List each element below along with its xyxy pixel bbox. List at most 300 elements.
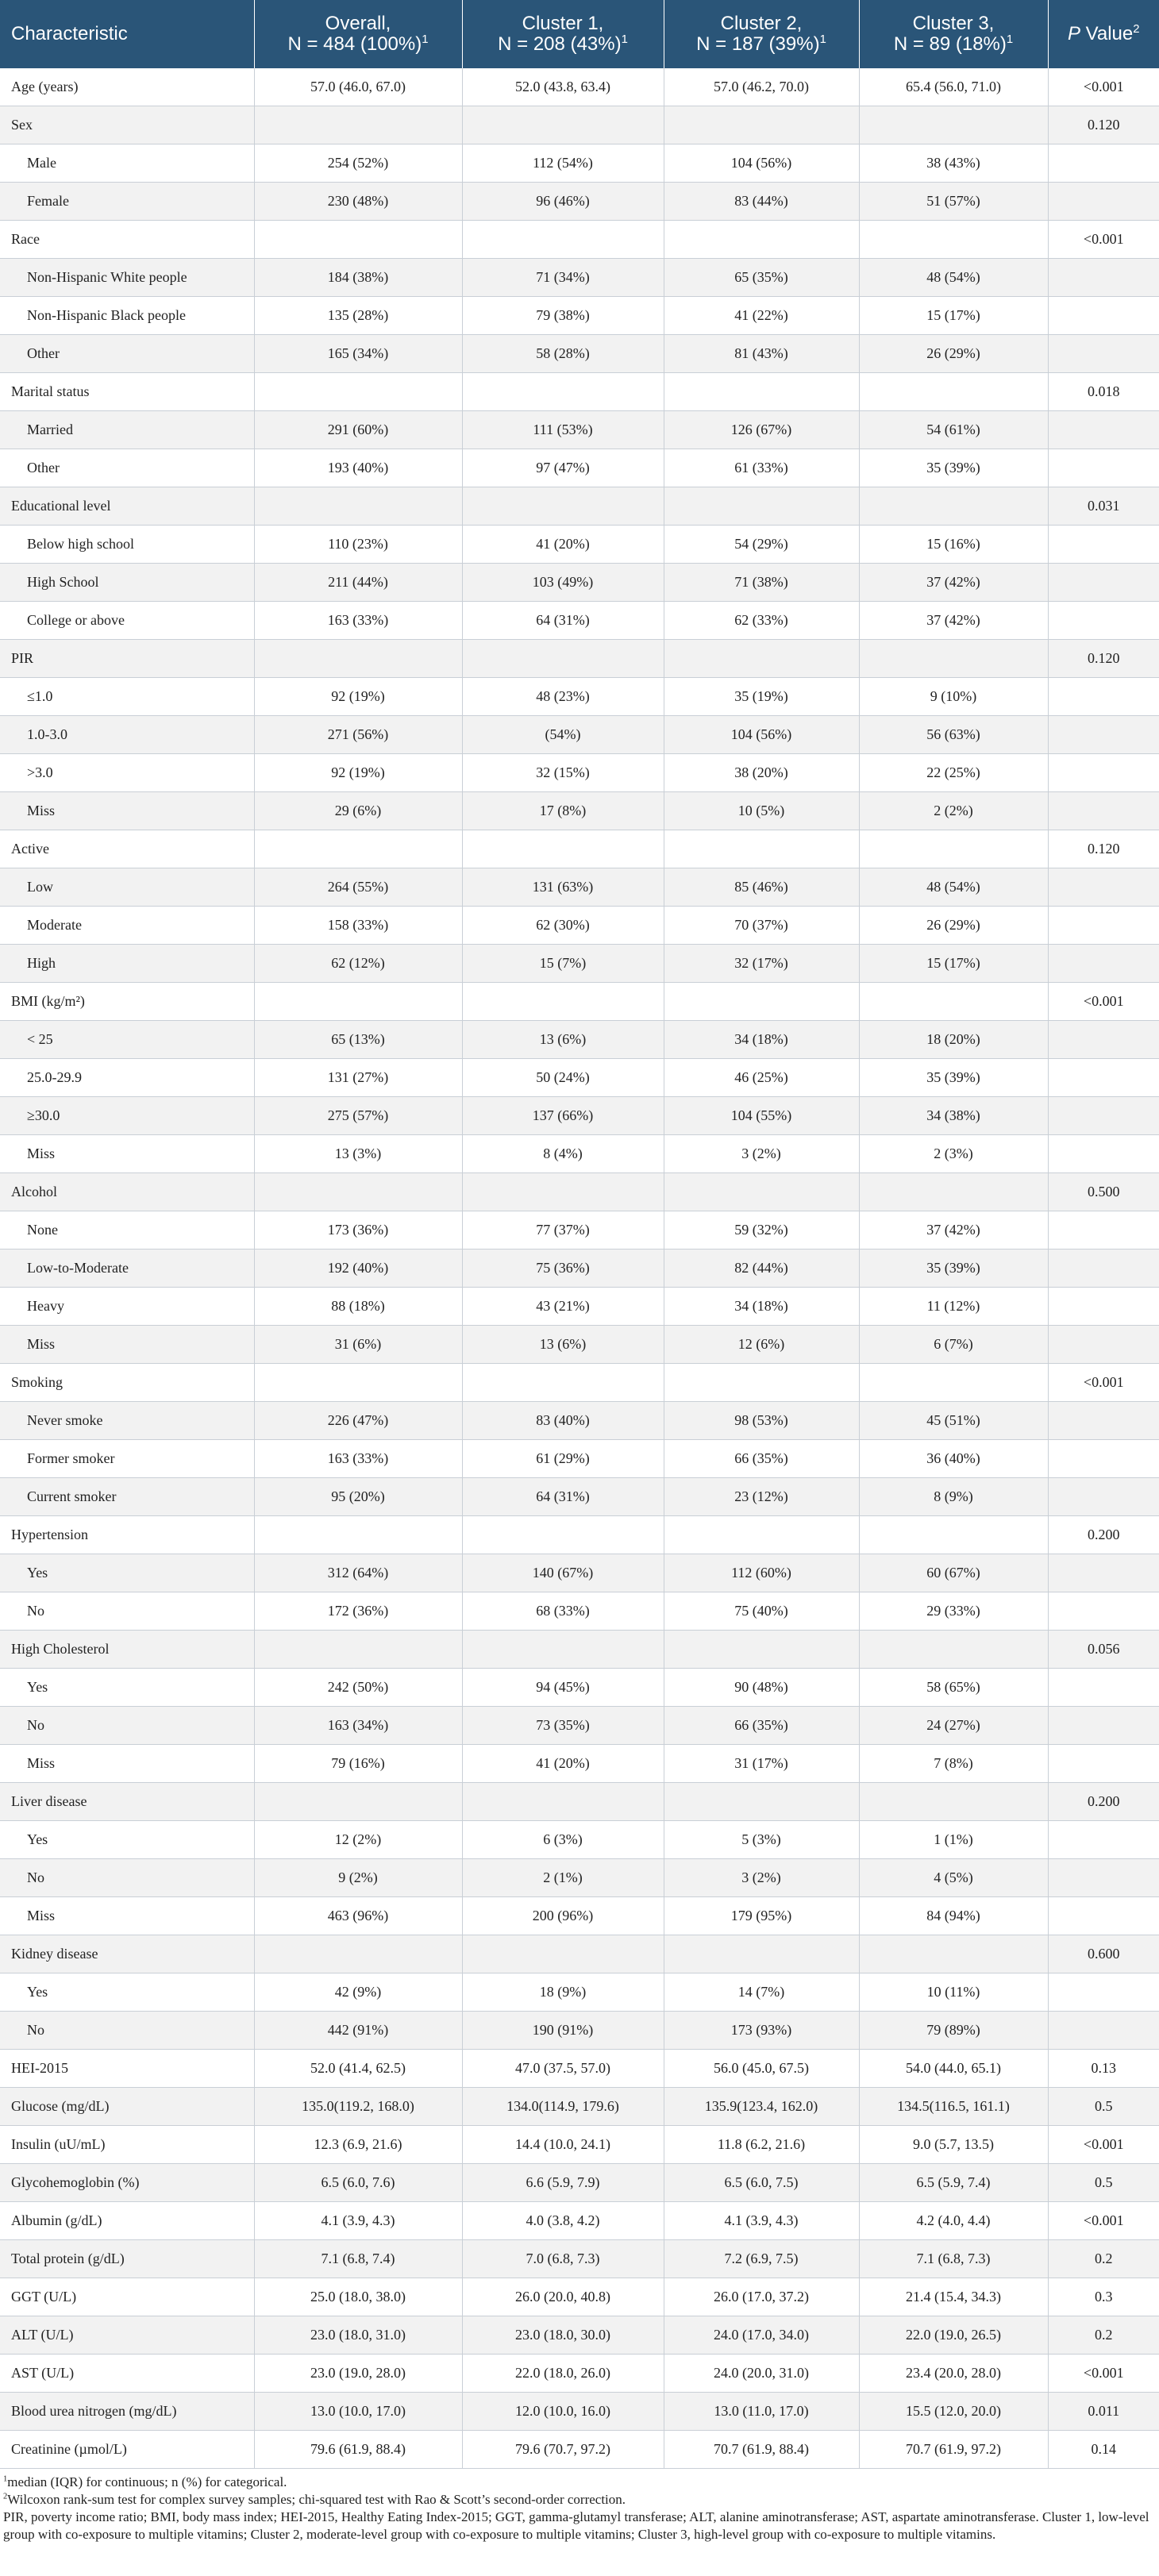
cell-cluster-3 bbox=[859, 830, 1048, 868]
table-row bbox=[0, 1745, 1159, 1783]
table-row bbox=[0, 640, 1159, 678]
cell-cluster-3: 26 (29%) bbox=[859, 335, 1048, 373]
cell-overall: 163 (34%) bbox=[254, 1707, 462, 1745]
cell-overall: 7.1 (6.8, 7.4) bbox=[254, 2240, 462, 2278]
cell-cluster-3 bbox=[859, 983, 1048, 1021]
cell-characteristic: College or above bbox=[0, 602, 254, 640]
cell-cluster-1: 12.0 (10.0, 16.0) bbox=[462, 2393, 664, 2431]
cell-cluster-3: 23.4 (20.0, 28.0) bbox=[859, 2355, 1048, 2393]
header-overall: Overall, N = 484 $(100\%)^1$ bbox=[254, 0, 462, 68]
table-row bbox=[0, 1783, 1159, 1821]
cell-characteristic: ≥30.0 bbox=[0, 1097, 254, 1135]
cell-cluster-2: 14 (7%) bbox=[664, 1973, 859, 2012]
cell-overall: 135.0(119.2, 168.0) bbox=[254, 2088, 462, 2126]
table-row bbox=[0, 792, 1159, 830]
table-row bbox=[0, 1440, 1159, 1478]
cell-cluster-2 bbox=[664, 1935, 859, 1973]
cell-characteristic: Sex bbox=[0, 106, 254, 144]
table-row bbox=[0, 1516, 1159, 1554]
cell-overall: 13 (3%) bbox=[254, 1135, 462, 1173]
table-header bbox=[0, 0, 1159, 68]
cell-overall: 110 (23%) bbox=[254, 526, 462, 564]
table-row bbox=[0, 68, 1159, 106]
table-row bbox=[0, 2355, 1159, 2393]
cell-cluster-2: 35 (19%) bbox=[664, 678, 859, 716]
cell-overall: 173 (36%) bbox=[254, 1211, 462, 1249]
cell-overall: 92 (19%) bbox=[254, 678, 462, 716]
cell-cluster-2 bbox=[664, 1173, 859, 1211]
cell-cluster-2: 46 (25%) bbox=[664, 1059, 859, 1097]
cell-p-value bbox=[1048, 144, 1159, 183]
table-row bbox=[0, 297, 1159, 335]
cell-cluster-3: 45 (51%) bbox=[859, 1402, 1048, 1440]
cell-cluster-1 bbox=[462, 221, 664, 259]
cell-characteristic: Low bbox=[0, 868, 254, 907]
cell-cluster-3: 24 (27%) bbox=[859, 1707, 1048, 1745]
table-row bbox=[0, 678, 1159, 716]
table-row bbox=[0, 2088, 1159, 2126]
cell-cluster-3: 7.1 (6.8, 7.3) bbox=[859, 2240, 1048, 2278]
cell-overall: 62 (12%) bbox=[254, 945, 462, 983]
cell-cluster-1: 47.0 (37.5, 57.0) bbox=[462, 2050, 664, 2088]
cell-characteristic: Insulin (uU/mL) bbox=[0, 2126, 254, 2164]
cell-cluster-2: 104 (55%) bbox=[664, 1097, 859, 1135]
cell-overall: 275 (57%) bbox=[254, 1097, 462, 1135]
header-cluster-2: Cluster 2, N = 187 $(39\%)^1$ bbox=[664, 0, 859, 68]
cell-p-value bbox=[1048, 1059, 1159, 1097]
cell-cluster-2 bbox=[664, 1364, 859, 1402]
cell-cluster-3: 54.0 (44.0, 65.1) bbox=[859, 2050, 1048, 2088]
cell-cluster-2: 90 (48%) bbox=[664, 1669, 859, 1707]
cell-overall: 264 (55%) bbox=[254, 868, 462, 907]
cell-characteristic: Smoking bbox=[0, 1364, 254, 1402]
cell-cluster-3: 6.5 (5.9, 7.4) bbox=[859, 2164, 1048, 2202]
cell-cluster-1: 79 (38%) bbox=[462, 297, 664, 335]
cell-cluster-2: 24.0 (20.0, 31.0) bbox=[664, 2355, 859, 2393]
cell-overall bbox=[254, 1631, 462, 1669]
cell-characteristic: No bbox=[0, 1859, 254, 1897]
cell-p-value bbox=[1048, 1707, 1159, 1745]
cell-p-value: 0.2 bbox=[1048, 2240, 1159, 2278]
cell-p-value bbox=[1048, 1288, 1159, 1326]
cell-cluster-1: 14.4 (10.0, 24.1) bbox=[462, 2126, 664, 2164]
cell-p-value: <0.001 bbox=[1048, 2355, 1159, 2393]
cell-overall: 172 (36%) bbox=[254, 1592, 462, 1631]
cell-cluster-2: 24.0 (17.0, 34.0) bbox=[664, 2316, 859, 2355]
cell-cluster-2: 10 (5%) bbox=[664, 792, 859, 830]
cell-characteristic: No bbox=[0, 2012, 254, 2050]
cell-cluster-1: 200 (96%) bbox=[462, 1897, 664, 1935]
cell-p-value bbox=[1048, 907, 1159, 945]
cell-overall bbox=[254, 1783, 462, 1821]
cell-cluster-1: 112 (54%) bbox=[462, 144, 664, 183]
cell-cluster-1: 58 (28%) bbox=[462, 335, 664, 373]
table-row bbox=[0, 373, 1159, 411]
abbreviations-note: PIR, poverty income ratio; BMI, body mass index; HEI-2015, Healthy Eating Index-2015; GGT, gamma-glutamyl transferase; ALT, alanine aminotransferase; AST, aspartate aminotransferase. Cluster 1, low-level group with co-exposure to multiple vitamins; Cluster 2, moderate-level group with co-exposure to multiple vitamins; Cluster 3, high-level group with co-exposure to multiple vitamins. bbox=[3, 2509, 1149, 2542]
cell-p-value bbox=[1048, 2012, 1159, 2050]
table-row bbox=[0, 1288, 1159, 1326]
cell-overall: 158 (33%) bbox=[254, 907, 462, 945]
table-row bbox=[0, 1973, 1159, 2012]
cell-p-value bbox=[1048, 1669, 1159, 1707]
cell-cluster-2: 98 (53%) bbox=[664, 1402, 859, 1440]
cell-cluster-2: 54 (29%) bbox=[664, 526, 859, 564]
cell-cluster-2: 23 (12%) bbox=[664, 1478, 859, 1516]
cell-overall bbox=[254, 640, 462, 678]
cell-overall: 9 (2%) bbox=[254, 1859, 462, 1897]
cell-cluster-2: 61 (33%) bbox=[664, 449, 859, 487]
cell-overall: 165 (34%) bbox=[254, 335, 462, 373]
cell-cluster-2: 70 (37%) bbox=[664, 907, 859, 945]
cell-cluster-2: 3 (2%) bbox=[664, 1859, 859, 1897]
cell-cluster-1: 134.0(114.9, 179.6) bbox=[462, 2088, 664, 2126]
header-cluster-1: Cluster 1, N = 208 $(43\%)^1$ bbox=[462, 0, 664, 68]
table-row bbox=[0, 259, 1159, 297]
cell-characteristic: Liver disease bbox=[0, 1783, 254, 1821]
cell-cluster-3 bbox=[859, 1783, 1048, 1821]
table-row bbox=[0, 1211, 1159, 1249]
cell-cluster-3: 84 (94%) bbox=[859, 1897, 1048, 1935]
cell-overall bbox=[254, 1364, 462, 1402]
cell-cluster-3: 26 (29%) bbox=[859, 907, 1048, 945]
cell-p-value bbox=[1048, 564, 1159, 602]
cell-cluster-2: 104 (56%) bbox=[664, 144, 859, 183]
cell-cluster-2: 85 (46%) bbox=[664, 868, 859, 907]
cell-cluster-1 bbox=[462, 640, 664, 678]
cell-cluster-3 bbox=[859, 106, 1048, 144]
table-row bbox=[0, 1249, 1159, 1288]
table-row bbox=[0, 1592, 1159, 1631]
cell-p-value bbox=[1048, 1326, 1159, 1364]
table-row bbox=[0, 1669, 1159, 1707]
cell-cluster-1: 43 (21%) bbox=[462, 1288, 664, 1326]
cell-p-value bbox=[1048, 754, 1159, 792]
table-row bbox=[0, 106, 1159, 144]
table-row bbox=[0, 2240, 1159, 2278]
cell-characteristic: GGT (U/L) bbox=[0, 2278, 254, 2316]
cell-p-value: 0.5 bbox=[1048, 2088, 1159, 2126]
cell-cluster-3: 60 (67%) bbox=[859, 1554, 1048, 1592]
cell-overall: 79.6 (61.9, 88.4) bbox=[254, 2431, 462, 2469]
cell-cluster-1 bbox=[462, 1783, 664, 1821]
cell-overall bbox=[254, 221, 462, 259]
cell-cluster-1: 2 (1%) bbox=[462, 1859, 664, 1897]
cell-p-value: 0.200 bbox=[1048, 1783, 1159, 1821]
cell-overall: 291 (60%) bbox=[254, 411, 462, 449]
table-row bbox=[0, 335, 1159, 373]
table-row bbox=[0, 1554, 1159, 1592]
cell-cluster-2: 173 (93%) bbox=[664, 2012, 859, 2050]
table-row bbox=[0, 526, 1159, 564]
cell-cluster-3: 35 (39%) bbox=[859, 1059, 1048, 1097]
cell-cluster-1: (54%) bbox=[462, 716, 664, 754]
cell-cluster-1: 15 (7%) bbox=[462, 945, 664, 983]
cell-characteristic: Female bbox=[0, 183, 254, 221]
cell-characteristic: ≤1.0 bbox=[0, 678, 254, 716]
table-row bbox=[0, 716, 1159, 754]
cell-cluster-1: 97 (47%) bbox=[462, 449, 664, 487]
cell-overall: 131 (27%) bbox=[254, 1059, 462, 1097]
cell-overall: 211 (44%) bbox=[254, 564, 462, 602]
cell-overall: 57.0 (46.0, 67.0) bbox=[254, 68, 462, 106]
cell-characteristic: Yes bbox=[0, 1554, 254, 1592]
cell-cluster-2: 65 (35%) bbox=[664, 259, 859, 297]
cell-cluster-1: 32 (15%) bbox=[462, 754, 664, 792]
cell-cluster-3: 22.0 (19.0, 26.5) bbox=[859, 2316, 1048, 2355]
cell-cluster-3: 22 (25%) bbox=[859, 754, 1048, 792]
cell-overall: 42 (9%) bbox=[254, 1973, 462, 2012]
cell-p-value bbox=[1048, 1440, 1159, 1478]
cell-overall: 12.3 (6.9, 21.6) bbox=[254, 2126, 462, 2164]
cell-characteristic: Other bbox=[0, 335, 254, 373]
cell-p-value bbox=[1048, 411, 1159, 449]
cell-cluster-1: 13 (6%) bbox=[462, 1021, 664, 1059]
cell-cluster-2: 59 (32%) bbox=[664, 1211, 859, 1249]
cell-characteristic: Non-Hispanic White people bbox=[0, 259, 254, 297]
cell-cluster-1 bbox=[462, 1173, 664, 1211]
cell-cluster-2: 82 (44%) bbox=[664, 1249, 859, 1288]
cell-cluster-2: 62 (33%) bbox=[664, 602, 859, 640]
cell-characteristic: Glycohemoglobin (%) bbox=[0, 2164, 254, 2202]
cell-cluster-2 bbox=[664, 1783, 859, 1821]
cell-overall bbox=[254, 983, 462, 1021]
cell-cluster-1: 111 (53%) bbox=[462, 411, 664, 449]
table-row bbox=[0, 1478, 1159, 1516]
cell-overall bbox=[254, 1516, 462, 1554]
cell-cluster-3: 9.0 (5.7, 13.5) bbox=[859, 2126, 1048, 2164]
table-row bbox=[0, 1859, 1159, 1897]
table-row bbox=[0, 1173, 1159, 1211]
cell-cluster-2: 34 (18%) bbox=[664, 1021, 859, 1059]
cell-cluster-2 bbox=[664, 830, 859, 868]
cell-cluster-1: 7.0 (6.8, 7.3) bbox=[462, 2240, 664, 2278]
cell-overall: 463 (96%) bbox=[254, 1897, 462, 1935]
cell-characteristic: AST (U/L) bbox=[0, 2355, 254, 2393]
cell-characteristic: Below high school bbox=[0, 526, 254, 564]
cell-cluster-1: 23.0 (18.0, 30.0) bbox=[462, 2316, 664, 2355]
cell-characteristic: Male bbox=[0, 144, 254, 183]
cell-overall: 13.0 (10.0, 17.0) bbox=[254, 2393, 462, 2431]
cell-p-value: <0.001 bbox=[1048, 983, 1159, 1021]
cell-characteristic: Never smoke bbox=[0, 1402, 254, 1440]
footnote-2: $^2$Wilcoxon rank-sum test for complex survey samples; chi-squared test with Rao & Scott’s second-order correction. bbox=[3, 2492, 626, 2507]
cell-cluster-2: 135.9(123.4, 162.0) bbox=[664, 2088, 859, 2126]
cell-cluster-1 bbox=[462, 1935, 664, 1973]
cell-cluster-2: 3 (2%) bbox=[664, 1135, 859, 1173]
cell-cluster-3: 36 (40%) bbox=[859, 1440, 1048, 1478]
cell-overall: 31 (6%) bbox=[254, 1326, 462, 1364]
table-row bbox=[0, 1821, 1159, 1859]
cell-overall: 230 (48%) bbox=[254, 183, 462, 221]
cell-cluster-3: 37 (42%) bbox=[859, 564, 1048, 602]
cell-cluster-2: 75 (40%) bbox=[664, 1592, 859, 1631]
cell-cluster-3: 34 (38%) bbox=[859, 1097, 1048, 1135]
cell-cluster-1 bbox=[462, 1631, 664, 1669]
cell-cluster-1: 8 (4%) bbox=[462, 1135, 664, 1173]
cell-characteristic: Kidney disease bbox=[0, 1935, 254, 1973]
cell-cluster-1: 64 (31%) bbox=[462, 602, 664, 640]
cell-cluster-2: 31 (17%) bbox=[664, 1745, 859, 1783]
cell-p-value bbox=[1048, 1821, 1159, 1859]
cell-cluster-2: 38 (20%) bbox=[664, 754, 859, 792]
cell-characteristic: High Cholesterol bbox=[0, 1631, 254, 1669]
cell-cluster-3 bbox=[859, 1173, 1048, 1211]
cell-p-value: 0.031 bbox=[1048, 487, 1159, 526]
cell-overall: 163 (33%) bbox=[254, 1440, 462, 1478]
cell-characteristic: 1.0-3.0 bbox=[0, 716, 254, 754]
cell-cluster-1 bbox=[462, 487, 664, 526]
cell-cluster-3: 9 (10%) bbox=[859, 678, 1048, 716]
cell-p-value bbox=[1048, 297, 1159, 335]
cell-characteristic: Miss bbox=[0, 1326, 254, 1364]
cell-cluster-3: 2 (3%) bbox=[859, 1135, 1048, 1173]
cell-overall: 192 (40%) bbox=[254, 1249, 462, 1288]
cell-cluster-3: 37 (42%) bbox=[859, 1211, 1048, 1249]
cell-cluster-2: 4.1 (3.9, 4.3) bbox=[664, 2202, 859, 2240]
cell-characteristic: Hypertension bbox=[0, 1516, 254, 1554]
cell-p-value bbox=[1048, 1745, 1159, 1783]
table-row bbox=[0, 221, 1159, 259]
table-row bbox=[0, 983, 1159, 1021]
cell-cluster-1: 137 (66%) bbox=[462, 1097, 664, 1135]
table-row bbox=[0, 411, 1159, 449]
table-row bbox=[0, 1364, 1159, 1402]
cell-p-value bbox=[1048, 1097, 1159, 1135]
cell-cluster-1: 140 (67%) bbox=[462, 1554, 664, 1592]
cell-p-value: 0.120 bbox=[1048, 106, 1159, 144]
cell-p-value: 0.018 bbox=[1048, 373, 1159, 411]
header-p-value: P Value$^2$ bbox=[1048, 0, 1159, 68]
table-row bbox=[0, 754, 1159, 792]
cell-overall: 95 (20%) bbox=[254, 1478, 462, 1516]
cell-cluster-2: 104 (56%) bbox=[664, 716, 859, 754]
table-footnotes bbox=[0, 2469, 1159, 2543]
cell-overall bbox=[254, 1173, 462, 1211]
cell-cluster-1: 6.6 (5.9, 7.9) bbox=[462, 2164, 664, 2202]
cell-p-value: 0.500 bbox=[1048, 1173, 1159, 1211]
cell-cluster-1: 48 (23%) bbox=[462, 678, 664, 716]
cell-cluster-2 bbox=[664, 487, 859, 526]
cell-cluster-2: 41 (22%) bbox=[664, 297, 859, 335]
cell-p-value bbox=[1048, 602, 1159, 640]
cell-characteristic: Yes bbox=[0, 1669, 254, 1707]
cell-p-value bbox=[1048, 1859, 1159, 1897]
cell-cluster-1: 83 (40%) bbox=[462, 1402, 664, 1440]
cell-characteristic: HEI-2015 bbox=[0, 2050, 254, 2088]
cell-overall: 6.5 (6.0, 7.6) bbox=[254, 2164, 462, 2202]
cell-cluster-2: 56.0 (45.0, 67.5) bbox=[664, 2050, 859, 2088]
cell-overall: 29 (6%) bbox=[254, 792, 462, 830]
table-row bbox=[0, 2316, 1159, 2355]
cell-p-value bbox=[1048, 1211, 1159, 1249]
cell-cluster-3 bbox=[859, 1631, 1048, 1669]
cell-overall: 193 (40%) bbox=[254, 449, 462, 487]
cell-cluster-2 bbox=[664, 221, 859, 259]
cell-overall: 88 (18%) bbox=[254, 1288, 462, 1326]
cell-characteristic: Yes bbox=[0, 1821, 254, 1859]
cell-overall: 92 (19%) bbox=[254, 754, 462, 792]
cell-p-value bbox=[1048, 868, 1159, 907]
cell-p-value: 0.056 bbox=[1048, 1631, 1159, 1669]
cell-cluster-1: 4.0 (3.8, 4.2) bbox=[462, 2202, 664, 2240]
cell-p-value: <0.001 bbox=[1048, 68, 1159, 106]
table-row bbox=[0, 1135, 1159, 1173]
cell-cluster-2: 179 (95%) bbox=[664, 1897, 859, 1935]
cell-cluster-2: 26.0 (17.0, 37.2) bbox=[664, 2278, 859, 2316]
cell-p-value bbox=[1048, 1021, 1159, 1059]
cell-characteristic: 25.0-29.9 bbox=[0, 1059, 254, 1097]
cell-cluster-2: 112 (60%) bbox=[664, 1554, 859, 1592]
cell-characteristic: Low-to-Moderate bbox=[0, 1249, 254, 1288]
cell-cluster-2 bbox=[664, 373, 859, 411]
cell-cluster-3: 15 (17%) bbox=[859, 297, 1048, 335]
table-row bbox=[0, 1707, 1159, 1745]
cell-characteristic: >3.0 bbox=[0, 754, 254, 792]
cell-cluster-3: 79 (89%) bbox=[859, 2012, 1048, 2050]
footnote-1: $^1$median (IQR) for continuous; n (%) for categorical. bbox=[3, 2474, 287, 2489]
cell-characteristic: Former smoker bbox=[0, 1440, 254, 1478]
cell-cluster-1: 75 (36%) bbox=[462, 1249, 664, 1288]
cell-characteristic: High School bbox=[0, 564, 254, 602]
table-row bbox=[0, 830, 1159, 868]
cell-cluster-1: 52.0 (43.8, 63.4) bbox=[462, 68, 664, 106]
cell-cluster-3: 15.5 (12.0, 20.0) bbox=[859, 2393, 1048, 2431]
cell-cluster-2: 81 (43%) bbox=[664, 335, 859, 373]
cell-p-value: 0.200 bbox=[1048, 1516, 1159, 1554]
cell-cluster-3 bbox=[859, 373, 1048, 411]
cell-cluster-3 bbox=[859, 221, 1048, 259]
cell-cluster-3: 4 (5%) bbox=[859, 1859, 1048, 1897]
cell-cluster-3: 7 (8%) bbox=[859, 1745, 1048, 1783]
cell-overall bbox=[254, 830, 462, 868]
table-row bbox=[0, 1097, 1159, 1135]
cell-p-value bbox=[1048, 945, 1159, 983]
cell-characteristic: Other bbox=[0, 449, 254, 487]
cell-overall: 4.1 (3.9, 4.3) bbox=[254, 2202, 462, 2240]
cell-cluster-3: 6 (7%) bbox=[859, 1326, 1048, 1364]
cell-cluster-1: 190 (91%) bbox=[462, 2012, 664, 2050]
cell-overall: 23.0 (18.0, 31.0) bbox=[254, 2316, 462, 2355]
cell-characteristic: Total protein (g/dL) bbox=[0, 2240, 254, 2278]
table-row bbox=[0, 945, 1159, 983]
cell-characteristic: Current smoker bbox=[0, 1478, 254, 1516]
cell-overall: 65 (13%) bbox=[254, 1021, 462, 1059]
cell-p-value bbox=[1048, 716, 1159, 754]
cell-cluster-2: 71 (38%) bbox=[664, 564, 859, 602]
cell-cluster-1: 6 (3%) bbox=[462, 1821, 664, 1859]
cell-p-value: 0.120 bbox=[1048, 640, 1159, 678]
cell-overall: 12 (2%) bbox=[254, 1821, 462, 1859]
table-row bbox=[0, 868, 1159, 907]
cell-cluster-1: 41 (20%) bbox=[462, 526, 664, 564]
cell-cluster-1: 64 (31%) bbox=[462, 1478, 664, 1516]
table-row bbox=[0, 2278, 1159, 2316]
cell-p-value bbox=[1048, 1554, 1159, 1592]
cell-characteristic: Blood urea nitrogen (mg/dL) bbox=[0, 2393, 254, 2431]
cell-p-value: <0.001 bbox=[1048, 221, 1159, 259]
cell-cluster-3: 37 (42%) bbox=[859, 602, 1048, 640]
cell-cluster-2: 34 (18%) bbox=[664, 1288, 859, 1326]
cell-cluster-2: 7.2 (6.9, 7.5) bbox=[664, 2240, 859, 2278]
cell-p-value bbox=[1048, 1478, 1159, 1516]
cell-p-value: <0.001 bbox=[1048, 2126, 1159, 2164]
table-row bbox=[0, 487, 1159, 526]
cell-overall: 254 (52%) bbox=[254, 144, 462, 183]
cell-characteristic: Race bbox=[0, 221, 254, 259]
cell-characteristic: Miss bbox=[0, 792, 254, 830]
cell-cluster-1: 96 (46%) bbox=[462, 183, 664, 221]
table-row bbox=[0, 1631, 1159, 1669]
